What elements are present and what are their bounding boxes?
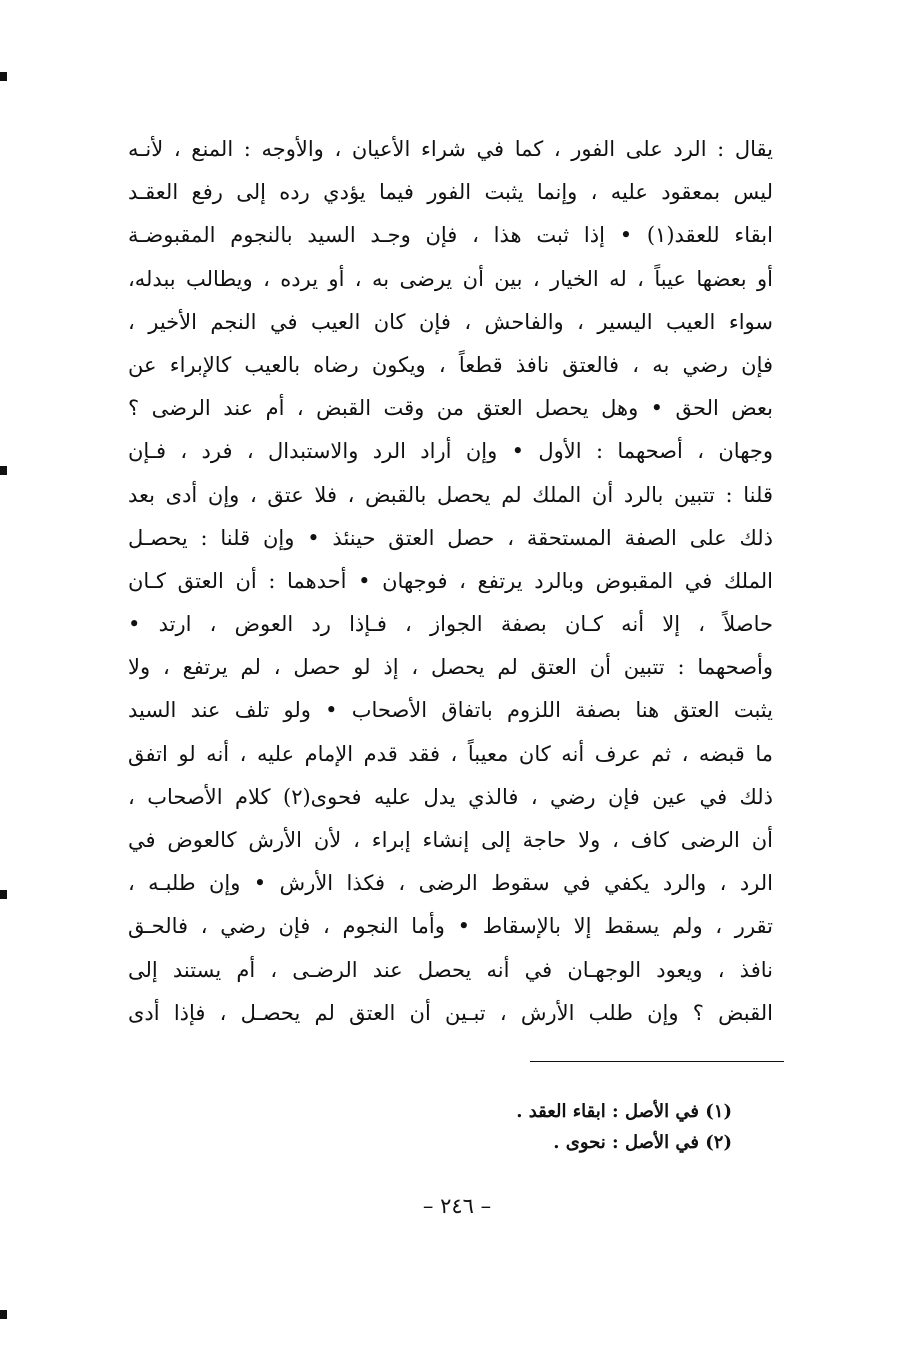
text-line: الرد ، والرد يكفي في سقوط الرضى ، فكذا الأرش • وإن طلبـه ،	[128, 871, 773, 896]
text-line: ذلك على الصفة المستحقة ، حصل العتق حينئذ • وإن قلنا : يحصـل	[128, 525, 773, 550]
text-line: نافذ ، ويعود الوجهـان في أنه يحصل عند الرضـى ، أم يستند إلى	[128, 957, 773, 982]
text-line: وأصحهما : تتبين أن العتق لم يحصل ، إذ لو حصل ، لم يرتفع ، ولا	[128, 655, 773, 680]
footnote-1: (١) في الأصل : ابقاء العقد .	[516, 1101, 732, 1122]
text-line: يثبت العتق هنا بصفة اللزوم باتفاق الأصحاب • ولو تلف عند السيد	[128, 698, 773, 723]
text-line: أو بعضها عيباً ، له الخيار ، بين أن يرضى به ، أو يرده ، ويطالب ببدله،	[128, 266, 773, 291]
text-line: حاصلاً ، إلا أنه كـان بصفة الجواز ، فـإذا رد العوض ، ارتد •	[128, 612, 773, 637]
scan-edge-mark	[0, 890, 7, 899]
text-line: القبض ؟ وإن طلب الأرش ، تبـين أن العتق لم يحصـل ، فإذا أدى	[128, 1000, 773, 1025]
page-number: – ٢٤٦ –	[422, 1194, 492, 1218]
text-line: يقال : الرد على الفور ، كما في شراء الأعيان ، والأوجه : المنع ، لأنـه	[128, 137, 773, 161]
text-line: سواء العيب اليسير ، والفاحش ، فإن كان العيب في النجم الأخير ،	[128, 309, 773, 334]
scan-edge-mark	[0, 72, 7, 81]
text-line: الملك في المقبوض وبالرد يرتفع ، فوجهان • أحدهما : أن العتق كـان	[128, 568, 773, 593]
text-line: ما قبضه ، ثم عرف أنه كان معيباً ، فقد قدم الإمام عليه ، أنه لو اتفق	[128, 741, 773, 766]
scan-edge-mark	[0, 1310, 7, 1319]
body-text	[128, 128, 773, 1035]
text-line: قلنا : تتبين بالرد أن الملك لم يحصل بالقبض ، فلا عتق ، وإن أدى بعد	[128, 482, 773, 507]
footnote-2: (٢) في الأصل : نحوى .	[553, 1132, 732, 1153]
footnotes	[352, 1096, 732, 1158]
text-line: ذلك في عين فإن رضي ، فالذي يدل عليه فحوى(٢) كلام الأصحاب ،	[128, 784, 773, 809]
text-line: تقرر ، ولم يسقط إلا بالإسقاط • وأما النجوم ، فإن رضي ، فالحـق	[128, 914, 773, 939]
text-line: وجهان ، أصحهما : الأول • وإن أراد الرد والاستبدال ، فرد ، فـإن	[128, 439, 773, 464]
scan-edge-mark	[0, 466, 7, 475]
footnote-separator	[530, 1061, 784, 1062]
text-line: ابقاء للعقد(١) • إذا ثبت هذا ، فإن وجـد السيد بالنجوم المقبوضـة	[128, 223, 773, 248]
text-line: ليس بمعقود عليه ، وإنما يثبت الفور فيما يؤدي رده إلى رفع العقـد	[128, 180, 773, 205]
text-line: أن الرضى كاف ، ولا حاجة إلى إنشاء إبراء ، لأن الأرش كالعوض في	[128, 828, 773, 852]
text-line: بعض الحق • وهل يحصل العتق من وقت القبض ، أم عند الرضى ؟	[128, 396, 773, 421]
text-line: فإن رضي به ، فالعتق نافذ قطعاً ، ويكون رضاه بالعيب كالإبراء عن	[128, 352, 773, 377]
